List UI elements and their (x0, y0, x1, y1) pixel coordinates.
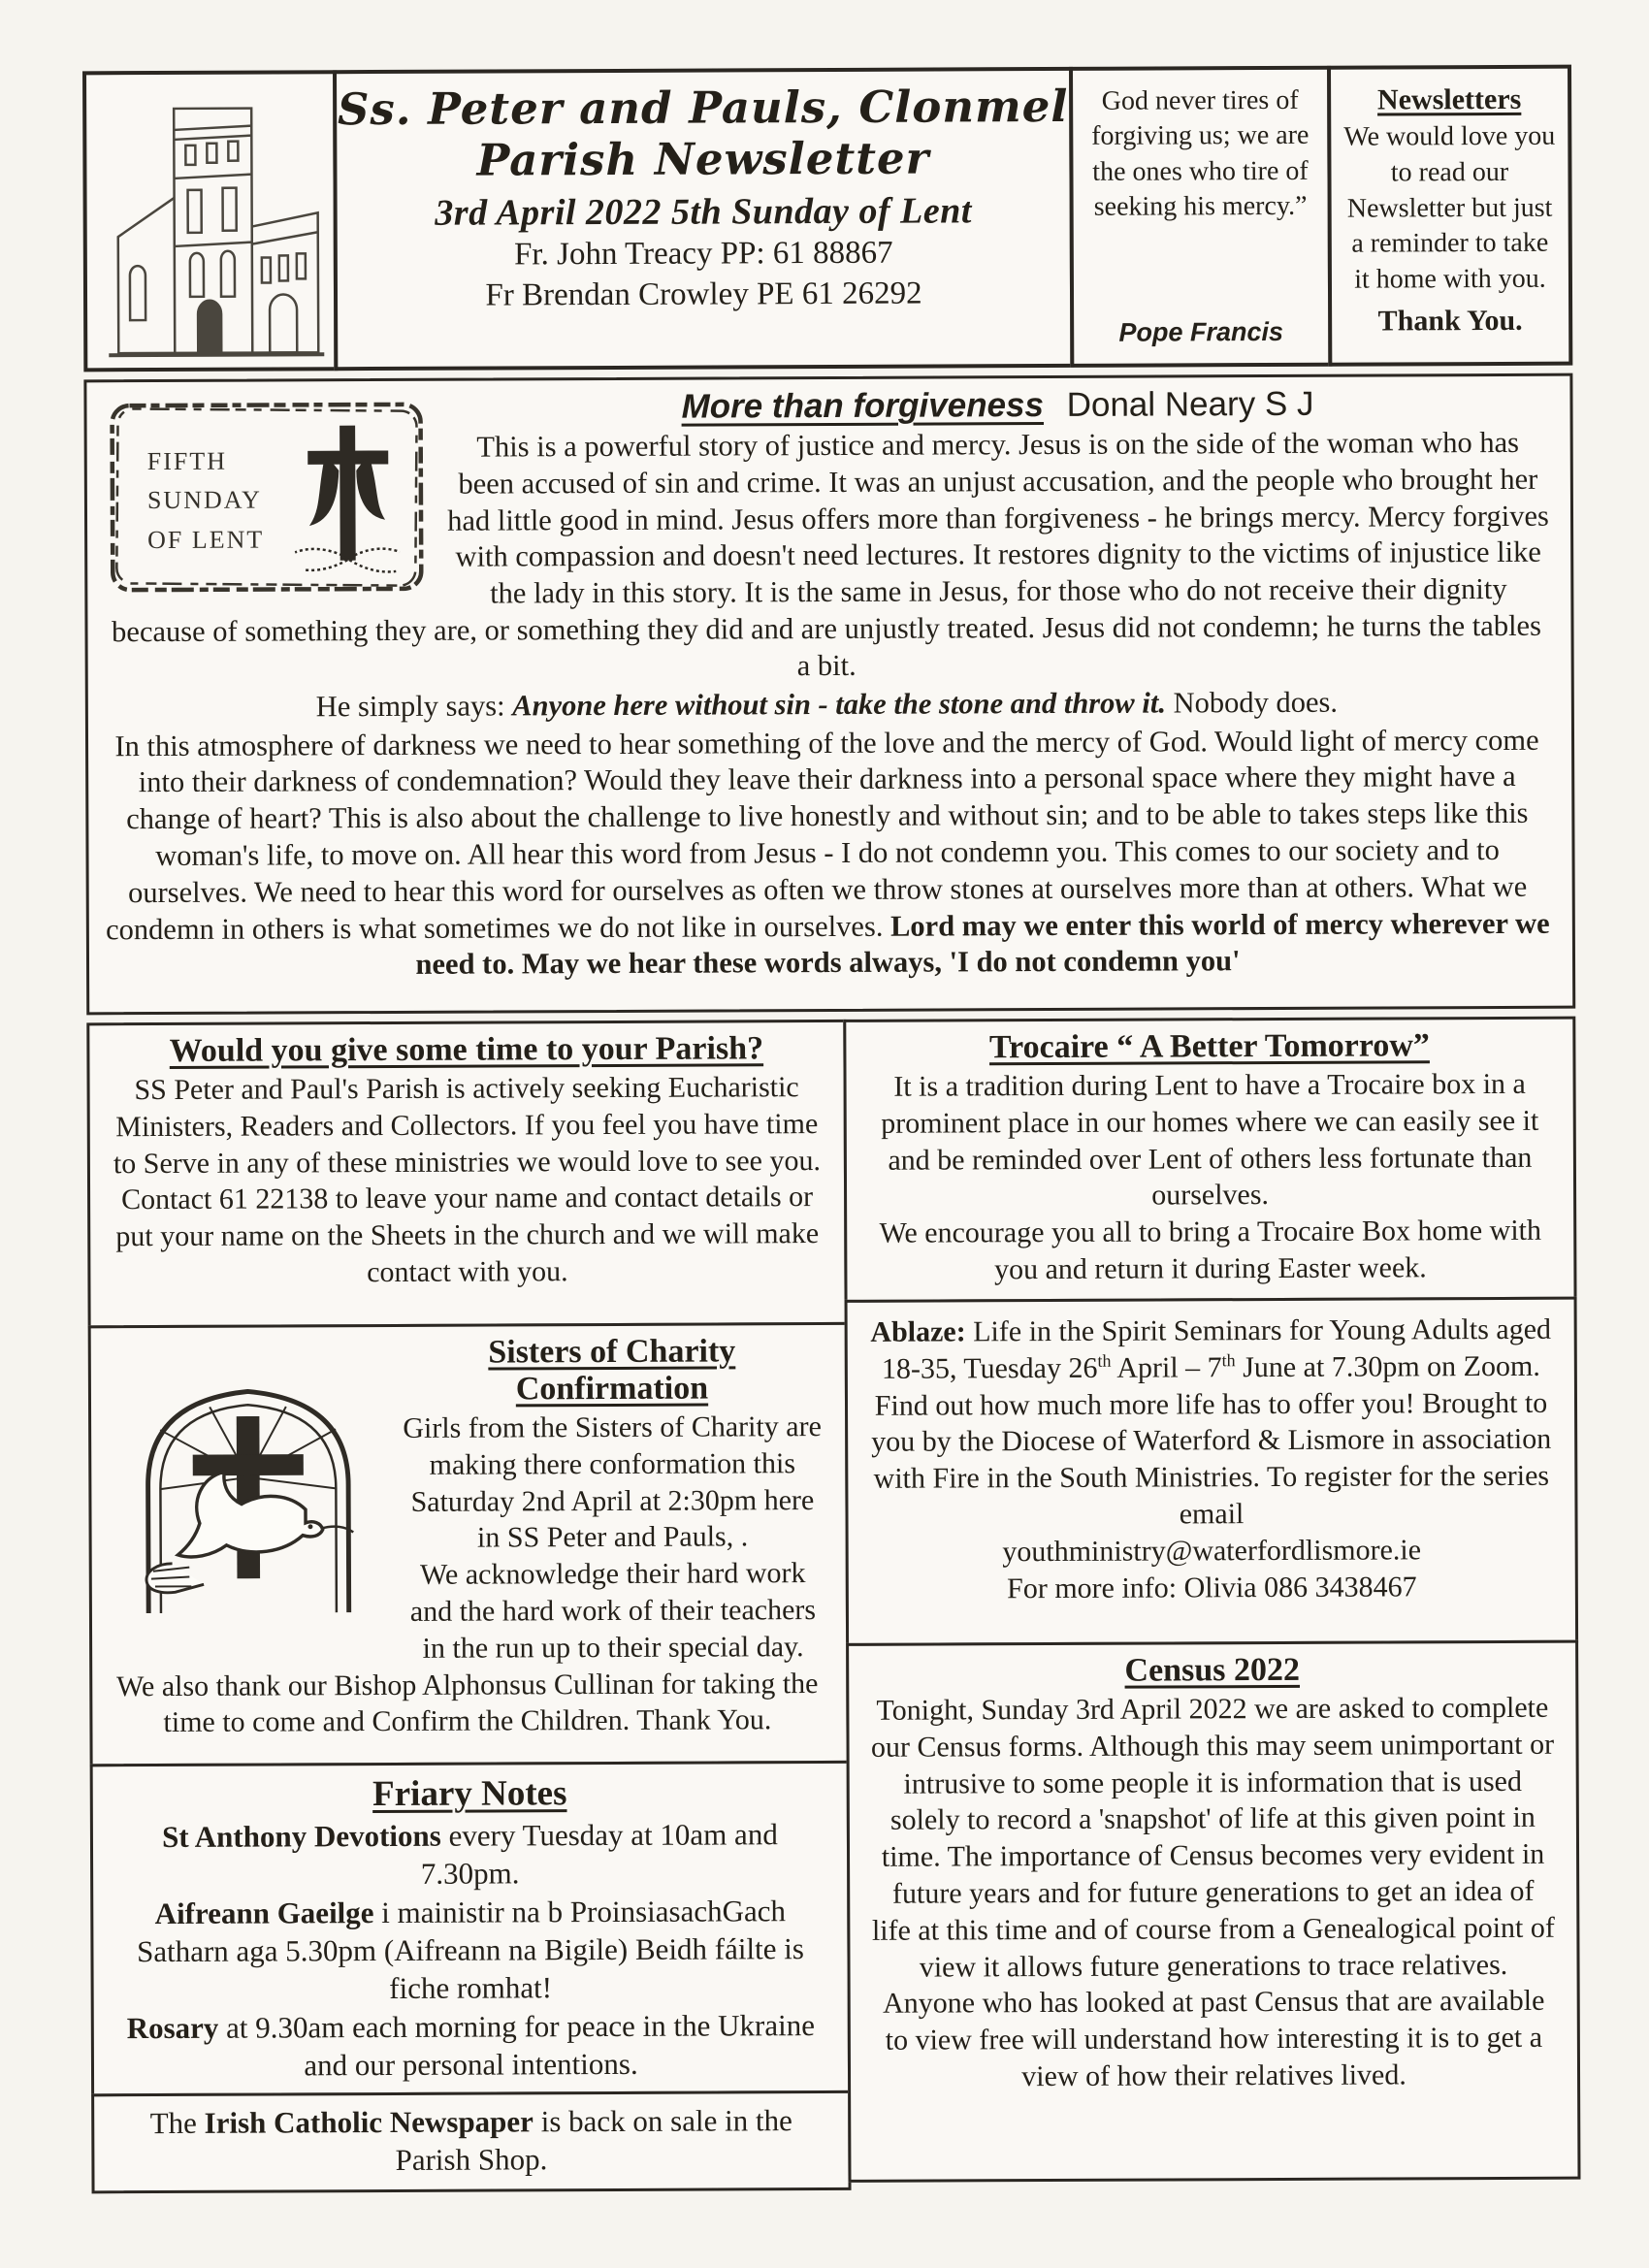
ablaze-body: Ablaze: Life in the Spirit Seminars for Young Adults aged 18-35, Tuesday 26th April – 7th June at 7.30pm on Zoom. Find out how much more life has to offer you! Brought to you by the Diocese of Waterford & Lismore in association with Fire in the South Ministries. To register for the series email (870, 1312, 1552, 1531)
parish-help-title: Would you give some time to your Parish? (169, 1030, 764, 1069)
friary-line-3: Rosary at 9.30am each morning for peace in the Ukraine and our personal intentions. (126, 2007, 816, 2083)
masthead-title-line1: Ss. Peter and Pauls, Clonmel (337, 80, 1069, 136)
article-paragraph-3: In this atmosphere of darkness we need to hear something of the love and the mercy of God. Would light of mercy come into their darkness of condemnation? Would they leave their darkness into a personal space where they might have a change of heart? This is also about the challenge to live honestly and without sin; and to be able to takes steps like this woman's life, to move on. All hear this word from Jesus - I do not condemn you. This comes to our society and to ourselves. We need to hear this word for ourselves as often we throw stones at ourselves more than at others. What we condemn in others is what sometimes we do not like in ourselves. Lord may we enter this world of mercy wherever we need to. May we hear these words always, 'I do not condemn you' (106, 723, 1550, 982)
church-image-box (82, 70, 338, 372)
sisters-body-1: Girls from the Sisters of Charity are making there conformation this Saturday 2nd April at 2:30pm here in SS Peter and Pauls, . (403, 1410, 822, 1554)
left-column (86, 1020, 851, 2193)
article-paragraph-1: This is a powerful story of justice and mercy. Jesus is on the side of the woman who has been accused of sin and crime. It was an unjust accusation, and the people who brought her had little good in mind. Jesus offers more than forgiveness - he brings mercy. Mercy forgives with compassion and doesn't need lectures. It restores dignity to the victims of injustice like the lady in this story. It is the same in Jesus, for those who do not receive their dignity because of something they are, or something they did and are unjustly treated. Jesus did not condemn; he turns the tables a bit. (112, 425, 1549, 683)
pope-quote-attribution: Pope Francis (1118, 316, 1284, 347)
masthead-priest-1: Fr. John Treacy PP: 61 88867 (513, 235, 893, 273)
church-sketch-icon (88, 81, 332, 368)
ablaze-box (845, 1297, 1579, 1646)
newspaper-text: The Irish Catholic Newspaper is back on sale in the Parish Shop. (149, 2103, 792, 2177)
trocaire-body-2: We encourage you all to bring a Trocaire Box home with you and return it during Easter week. (879, 1214, 1542, 1286)
masthead-date: 3rd April 2022 5th Sunday of Lent (435, 190, 972, 234)
trocaire-title: Trocaire “ A Better Tomorrow” (988, 1027, 1430, 1066)
newspaper-box (91, 2090, 851, 2192)
ablaze-info: For more info: Olivia 086 3438467 (1007, 1570, 1417, 1604)
parish-help-box (86, 1020, 847, 1328)
friary-line-2: Aifreann Gaeilge i mainistir na b ProinsiasachGach Satharn aga 5.30pm (Aifreann na Bigile) Beidh fáilte is fiche romhat! (136, 1893, 804, 2006)
friary-notes-box (90, 1761, 851, 2096)
census-title: Census 2022 (1124, 1651, 1301, 1689)
trocaire-box (843, 1017, 1576, 1303)
pope-quote-text: God never tires of forgiving us; we are the ones who tire of seeking his mercy.” (1091, 84, 1310, 222)
sisters-title: Sisters of Charity Confirmation (488, 1333, 736, 1408)
trocaire-body-1: It is a tradition during Lent to have a Trocaire box in a prominent place in our homes where we can easily see it and be reminded over Lent of others less fortunate than ourselves. (881, 1067, 1539, 1212)
article-author: Donal Neary S J (1066, 384, 1314, 424)
article-heading (276, 384, 1548, 429)
newsletters-box (1327, 65, 1572, 367)
masthead-title-line2: Parish Newsletter (476, 132, 930, 186)
sisters-body-2: We acknowledge their hard work and the hard work of their teachers in the run up to their special day. (409, 1557, 817, 1665)
friary-title: Friary Notes (372, 1773, 567, 1815)
masthead-priest-2: Fr Brendan Crowley PE 61 26292 (485, 275, 922, 313)
lent-cross-icon (295, 426, 401, 572)
newsletters-body: We would love you to read our Newsletter but just a reminder to take it home with you. (1343, 120, 1556, 296)
article-title: More than forgiveness (681, 386, 1045, 426)
dove-cross-window-icon (105, 1360, 392, 1633)
lent-badge-line2: SUNDAY (146, 485, 262, 515)
newsletters-title: Newsletters (1376, 82, 1522, 116)
article-box (83, 373, 1575, 1016)
newsletters-thanks: Thank You. (1377, 305, 1523, 338)
article-paragraph-2: He simply says: Anyone here without sin - take the stone and throw it. Nobody does. (315, 685, 1339, 723)
masthead-box (333, 67, 1074, 371)
sisters-body-3: We also thank our Bishop Alphonsus Cullinan for taking the time to come and Confirm the Children. Thank You. (116, 1667, 819, 1739)
lent-badge (104, 395, 430, 601)
census-body: Tonight, Sunday 3rd April 2022 we are asked to complete our Census forms. Although this may seem unimportant or intrusive to some people it is information that is used solely to record a 'snapshot' of life at this given point in time. The importance of Census becomes very evident in future years and for future generations to get an idea of life at this time and of course from a Genealogical point of view it allows future generations to trace relatives. Anyone who has looked at past Census that are available to view free will understand how interesting it is to get a view of how their relatives lived. (870, 1691, 1555, 2093)
sisters-confirmation-box (88, 1322, 850, 1766)
lent-badge-line1: FIFTH (146, 446, 228, 476)
friary-line-1: St Anthony Devotions every Tuesday at 10am and 7.30pm. (162, 1817, 778, 1892)
lent-badge-text (147, 442, 265, 560)
ablaze-email: youthministry@waterfordlismore.ie (1002, 1534, 1422, 1569)
pope-quote-box (1069, 66, 1332, 368)
lower-columns (86, 1017, 1580, 2193)
census-box (846, 1640, 1580, 2183)
header-row (82, 65, 1572, 373)
lent-badge-line3: OF LENT (147, 525, 265, 554)
right-column (843, 1017, 1580, 2183)
parish-help-body: SS Peter and Paul's Parish is actively seeking Eucharistic Ministers, Readers and Collectors. If you feel you have time to Serve in any of these ministries we would love to see you. Contact 61 22138 to leave your name and contact details or put your name on the Sheets in the church and we will make contact with you. (113, 1071, 822, 1289)
